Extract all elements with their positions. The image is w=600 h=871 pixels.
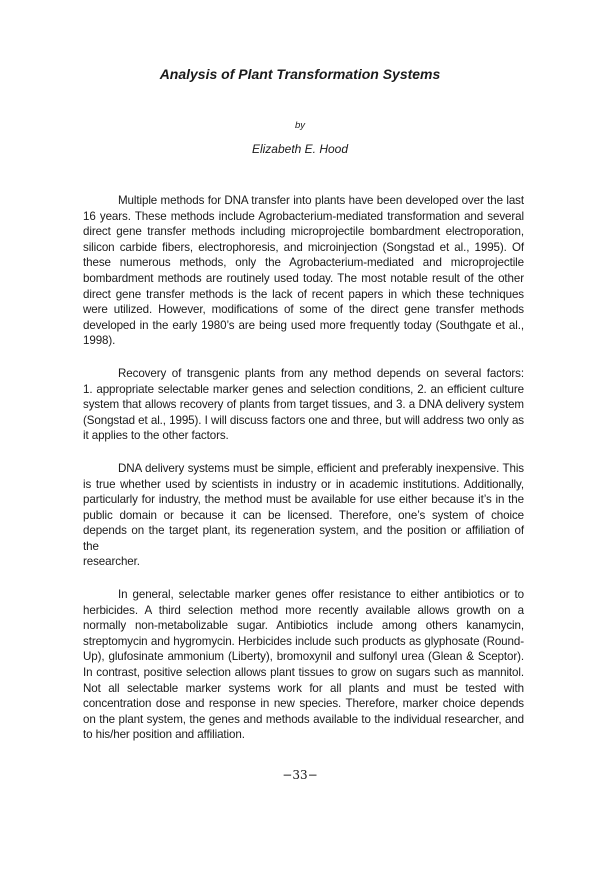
text-line: Up), glufosinate ammonium (Liberty), bromoxynil and sulfonyl urea (Glean & Sceptor).	[83, 650, 524, 664]
text-line: In general, selectable marker genes offer resistance to either antibiotics or to	[118, 588, 524, 602]
text-line: to his/her position and affiliation.	[83, 728, 245, 742]
byline-by: by	[294, 120, 306, 131]
text-line: particularly for industry, the method must be available for use either because it’s in the	[83, 493, 524, 507]
paragraph	[83, 193, 524, 349]
text-line: Not all selectable marker systems work for all plants and must be tested with	[83, 681, 524, 695]
text-line: these numerous methods, only the Agrobacterium-mediated and microprojectile	[83, 256, 524, 270]
text-line: Recovery of transgenic plants from any method depends on several factors:	[118, 366, 524, 380]
text-line: depends on the target plant, its regeneration system, and the position or affiliation of the	[83, 524, 524, 553]
document-body	[83, 193, 524, 760]
paragraph	[83, 461, 524, 570]
text-line: is true whether used by scientists in industry or in academic institutions. Additionally,	[83, 477, 524, 491]
page-number: −33−	[282, 768, 318, 782]
text-line: Multiple methods for DNA transfer into plants have been developed over the last	[118, 194, 524, 207]
text-line: 16 years. These methods include Agrobacterium-mediated transformation and several	[83, 209, 524, 223]
text-line: bombardment methods are routinely used today. The most notable result of the other	[83, 271, 524, 285]
author-name: Elizabeth E. Hood	[251, 142, 349, 156]
text-line: In contrast, positive selection allows plant tissues to grow on sugars such as mannitol.	[83, 666, 524, 680]
text-line: silicon carbide fibers, electrophoresis, and microinjection (Songstad et al., 1995). Of	[83, 240, 524, 254]
text-line: herbicides. A third selection method more recently available allows growth on a	[83, 603, 524, 617]
text-line: 1. appropriate selectable marker genes and selection conditions, 2. an efficient culture	[83, 382, 524, 396]
text-line: (Songstad et al., 1995). I will discuss factors one and three, but will address two only as	[83, 413, 524, 427]
text-line: it applies to the other factors.	[83, 429, 229, 443]
text-line: DNA delivery systems must be simple, efficient and preferably inexpensive. This	[118, 461, 524, 475]
paragraph	[83, 366, 524, 444]
text-line: direct gene transfer methods including microprojectile bombardment electroporation,	[83, 225, 524, 239]
text-line: 1998).	[83, 334, 116, 348]
text-line: were utilized. However, modifications of some of the direct gene transfer methods	[83, 303, 524, 317]
text-line: public domain or because it can be licensed. Therefore, one’s system of choice	[83, 508, 524, 522]
text-line: system that allows recovery of plants from target tissues, and 3. a DNA delivery system	[83, 398, 524, 412]
text-line: direct gene transfer methods is the lack of recent papers in which these techniques	[83, 287, 524, 301]
text-line: streptomycin and hygromycin. Herbicides include such products as glyphosate (Round-	[83, 634, 524, 648]
text-line: on the plant system, the genes and methods available to the individual researcher, and	[83, 712, 524, 726]
paragraph	[83, 587, 524, 743]
document-title: Analysis of Plant Transformation Systems	[159, 66, 441, 82]
text-line: researcher.	[83, 555, 140, 569]
text-line: developed in the early 1980’s are being used more frequently today (Southgate et al.,	[83, 318, 524, 332]
text-line: normally non-metabolizable sugar. Antibiotics include among others kanamycin,	[83, 619, 524, 633]
text-line: concentration dose and response in new species. Therefore, marker choice depends	[83, 697, 524, 711]
